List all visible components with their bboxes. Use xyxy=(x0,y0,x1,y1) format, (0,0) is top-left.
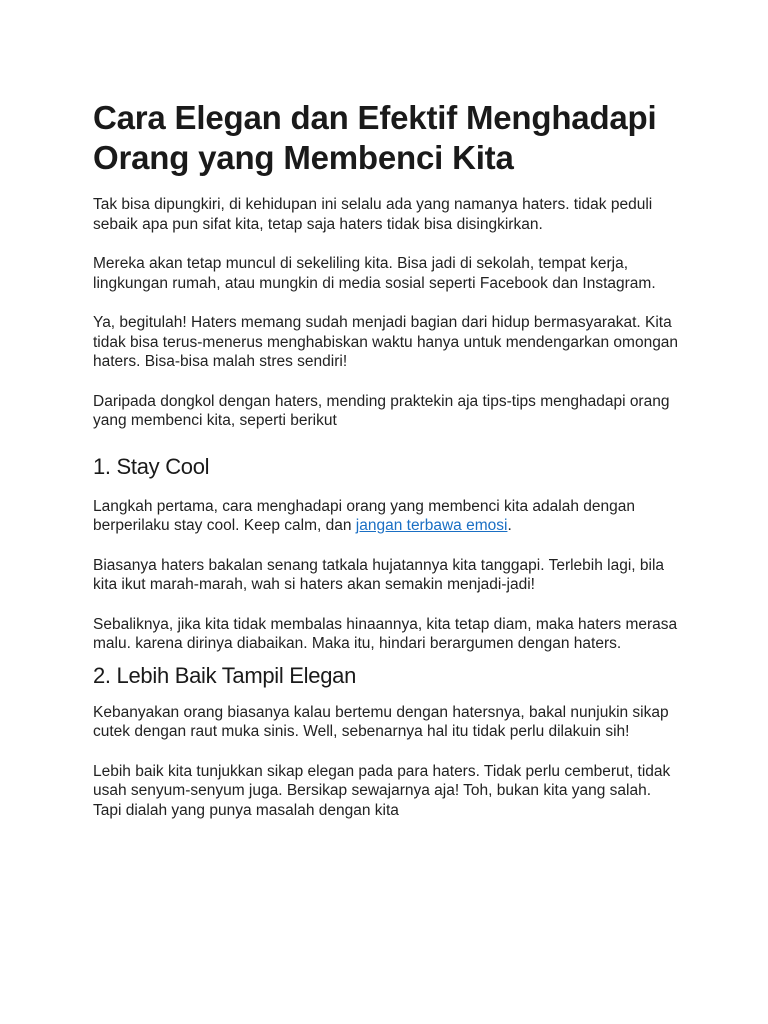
elegan-paragraph-1: Kebanyakan orang biasanya kalau bertemu dengan hatersnya, bakal nunjukin sikap cutek dengan raut muka sinis. Well, sebenarnya hal itu tidak perlu dilakuin sih! xyxy=(93,703,669,740)
stay-cool-paragraph-2: Biasanya haters bakalan senang tatkala hujatannya kita tanggapi. Terlebih lagi, bila kita ikut marah-marah, wah si haters akan semakin menjadi-jadi! xyxy=(93,556,665,593)
stay-cool-paragraph-3: Sebaliknya, jika kita tidak membalas hinaannya, kita tetap diam, maka haters merasa malu. karena dirinya diabaikan. Maka itu, hindari berargumen dengan haters. xyxy=(93,615,678,652)
intro-paragraph-2: Mereka akan tetap muncul di sekeliling kita. Bisa jadi di sekolah, tempat kerja, lingkungan rumah, atau mungkin di media sosial seperti Facebook dan Instagram. xyxy=(93,255,656,292)
intro-paragraph-4: Daripada dongkol dengan haters, mending praktekin aja tips-tips menghadapi orang yang membenci kita, seperti berikut xyxy=(93,392,670,429)
section-heading-tampil-elegan: 2. Lebih Baik Tampil Elegan xyxy=(93,662,357,688)
section-heading-stay-cool: 1. Stay Cool xyxy=(93,453,210,479)
intro-paragraph-1: Tak bisa dipungkiri, di kehidupan ini selalu ada yang namanya haters. tidak peduli sebaik apa pun sifat kita, tetap saja haters tidak bisa disingkirkan. xyxy=(93,196,653,233)
elegan-paragraph-2: Lebih baik kita tunjukkan sikap elegan pada para haters. Tidak perlu cemberut, tidak usah senyum-senyum juga. Bersikap sewajarnya aja! Toh, bukan kita yang salah. Tapi dialah yang punya masalah dengan kita xyxy=(93,762,671,819)
intro-paragraph-3: Ya, begitulah! Haters memang sudah menjadi bagian dari hidup bermasyarakat. Kita tidak bisa terus-menerus menghabiskan waktu hanya untuk mendengarkan omongan haters. Bisa-bisa malah stres sendiri! xyxy=(93,314,679,370)
document-page xyxy=(93,98,683,820)
paragraph-text: Langkah pertama, cara menghadapi orang yang membenci kita adalah dengan berperilaku stay cool. Keep calm, dan xyxy=(93,497,636,534)
stay-cool-paragraph-1 xyxy=(93,497,683,536)
inline-link-jangan-terbawa-emosi[interactable]: jangan terbawa emosi xyxy=(355,517,508,534)
paragraph-text: . xyxy=(507,517,512,534)
article-title: Cara Elegan dan Efektif Menghadapi Orang yang Membenci Kita xyxy=(93,99,657,176)
